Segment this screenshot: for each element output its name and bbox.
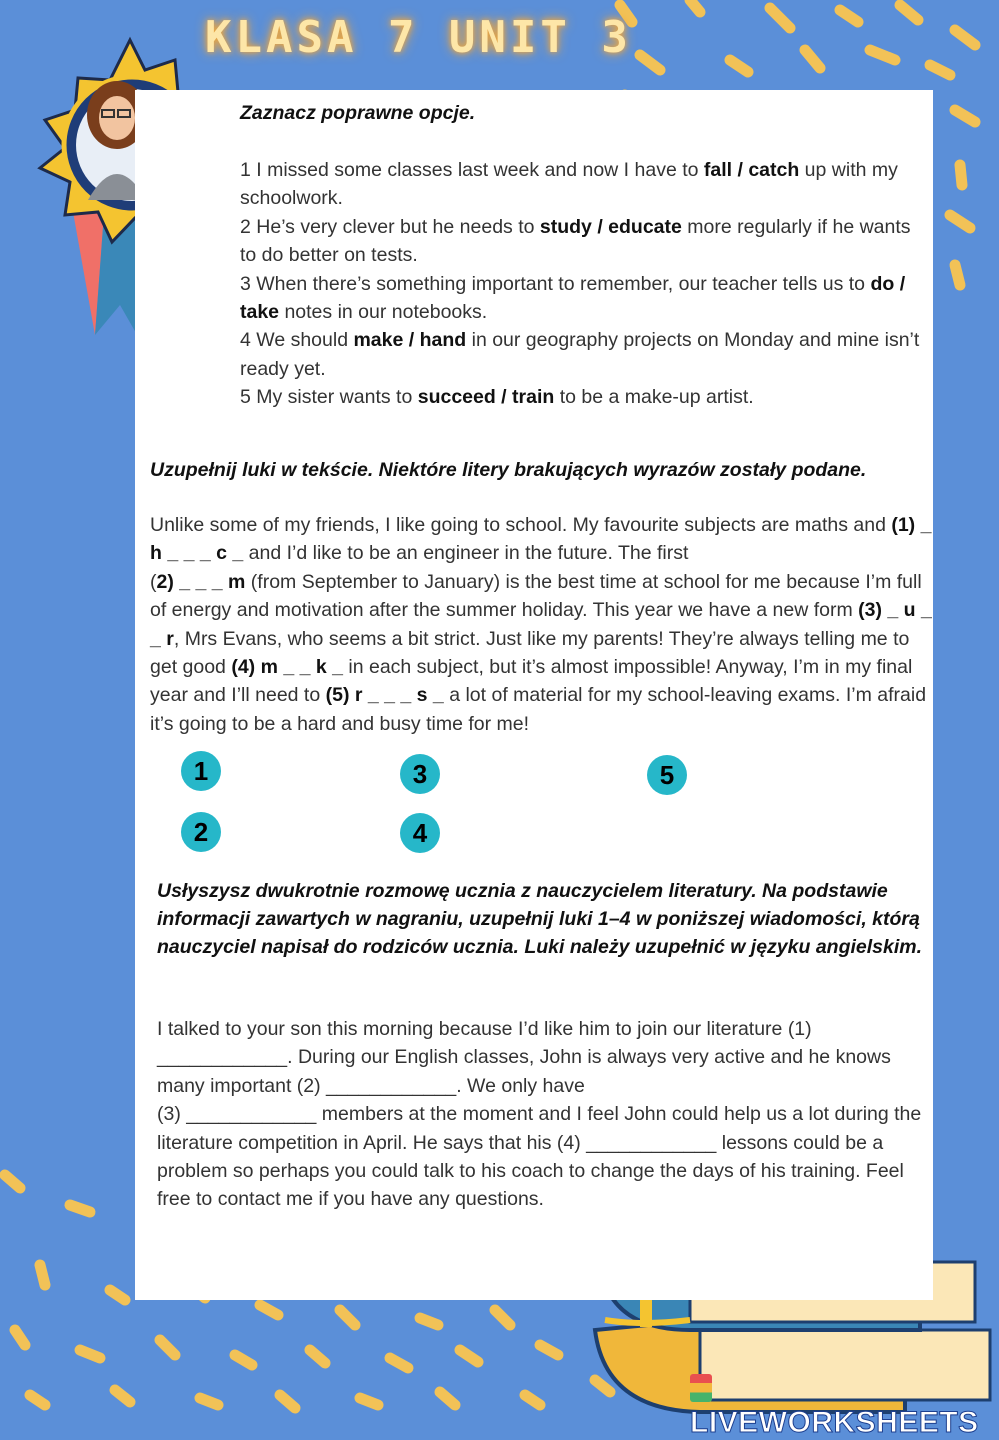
choice-options[interactable]: do / take xyxy=(240,272,906,324)
section1-heading: Zaznacz poprawne opcje. xyxy=(240,102,476,124)
choice-options[interactable]: succeed / train xyxy=(417,386,555,409)
choice-options[interactable]: fall / catch xyxy=(703,159,800,181)
section2-heading: Uzupełnij luki w tekście. Niektóre litery brakujących wyrazów zostały podane. xyxy=(150,459,867,481)
section3-heading: Usłyszysz dwukrotnie rozmowę ucznia z nauczycielem literatury. Na podstawie informacji zawartych w nagraniu, uzupełnij luki 1–4 w poniższej wiadomości, którą nauczyciel napisał do rodziców ucznia. Luki należy uzupełnić w języku angielskim. xyxy=(157,880,923,958)
gap-2: 2) _ _ _ m xyxy=(156,570,246,593)
section3-message xyxy=(157,1015,927,1214)
gap-4: (4) m _ _ k _ xyxy=(231,656,343,679)
gap-5: (5) r _ _ _ s _ xyxy=(325,684,444,707)
choice-options[interactable]: study / educate xyxy=(539,215,682,238)
gap-1: (1) _ h _ _ _ c _ xyxy=(150,514,932,565)
section1-items xyxy=(240,156,930,412)
list-item: 1 I missed some classes last week and now I have to fall / catch up with my schoolwork. xyxy=(240,159,898,210)
page-title: KLASA 7 UNIT 3 xyxy=(205,12,632,63)
list-item: 5 My sister wants to succeed / train to be a make-up artist. xyxy=(240,386,754,409)
logo-mark-icon xyxy=(690,1374,712,1402)
answer-number-1: 1 xyxy=(181,751,221,791)
answer-number-3: 3 xyxy=(400,754,440,794)
answer-number-2: 2 xyxy=(181,812,221,852)
message-part-1: I talked to your son this morning because I’d like him to join our literature (1) ____________. During our English classes, John is always very active and he knows many important (2) ____________. We only have xyxy=(157,1018,891,1097)
liveworksheets-logo: LIVEWORKSHEETS xyxy=(690,1372,999,1440)
answer-number-5: 5 xyxy=(647,755,687,795)
choice-options[interactable]: make / hand xyxy=(353,329,467,352)
list-item: 4 We should make / hand in our geography projects on Monday and mine isn’t ready yet. xyxy=(240,329,920,380)
section2-paragraph: Unlike some of my friends, I like going to school. My favourite subjects are maths and (1) _ h _ _ _ c _ and I’d like to be an engineer in the future. The first (2) _ _ _ m (from September to January) is the best time at school for me because I’m full of energy and motivation after the summer holiday. This year we have a new form (3) _ u _ _ r, Mrs Evans, who seems a bit strict. Just like my parents! They’re always telling me to get good (4) m _ _ k _ in each subject, but it’s almost impossible! Anyway, I’m in my final year and I’ll need to (5) r _ _ _ s _ a lot of material for my school-leaving exams. I’m afraid it’s going to be a hard and busy time for me! xyxy=(150,514,932,735)
list-item: 2 He’s very clever but he needs to study / educate more regularly if he wants to do better on tests. xyxy=(240,215,911,267)
answer-number-4: 4 xyxy=(400,813,440,853)
list-item: 3 When there’s something important to remember, our teacher tells us to do / take notes in our notebooks. xyxy=(240,272,906,324)
gap-3: (3) _ u _ _ r xyxy=(150,599,932,650)
message-part-2: (3) ____________ members at the moment and I feel John could help us a lot during the literature competition in April. He says that his (4) ____________ lessons could be a problem so perhaps you could talk to his coach to change the days of his training. Feel free to contact me if you have any questions. xyxy=(157,1103,922,1211)
